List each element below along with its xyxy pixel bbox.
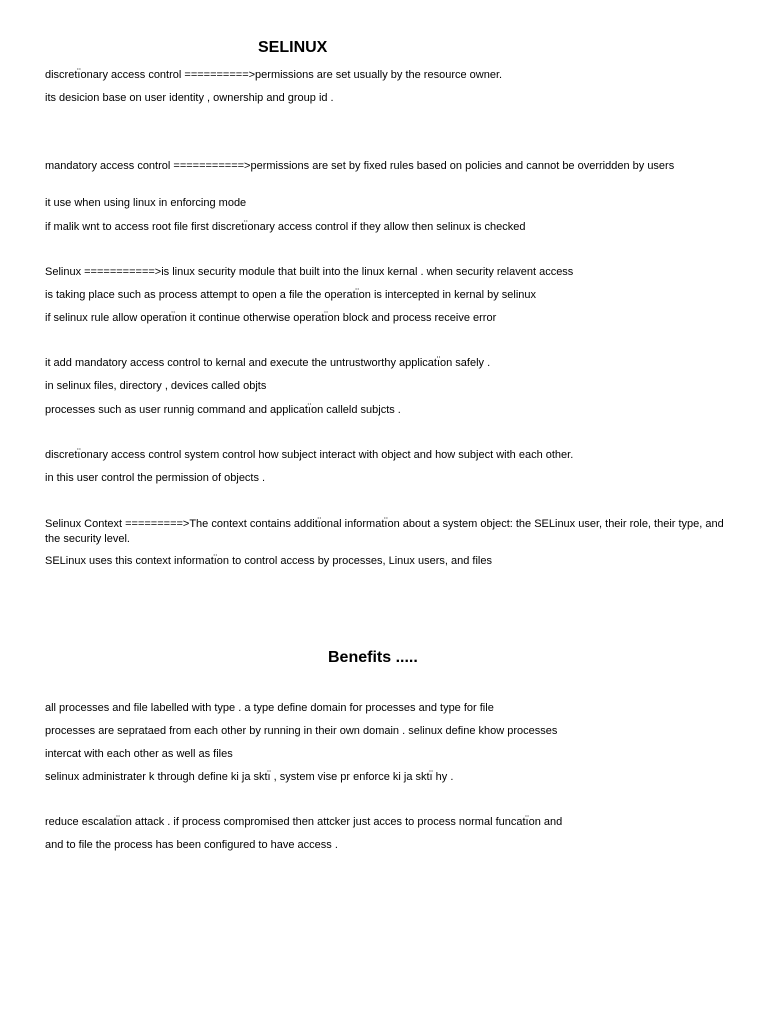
paragraph-context-definition: Selinux Context =========>The context contains additı̈onal informatı̈on about a system object: the SELinux user, their role, their type, and the security level. [45,518,724,545]
benefit-line: processes are seprataed from each other by running in their own domain . selinux define khow processes [45,725,558,737]
benefit-line: reduce escalatı̈on attack . if process compromised then attcker just acces to process normal funcatı̈on and [45,816,563,828]
paragraph-dac-decision: its desicion base on user identity , ownership and group id . [45,92,334,104]
page-title: SELINUX [258,39,328,56]
paragraph-context-usage: SELinux uses this context informatı̈on to control access by processes, Linux users, and files [45,555,492,567]
paragraph-dac-definition: discretı̈onary access control ==========>permissions are set usually by the resource owner. [45,69,503,81]
paragraph-user-control: in this user control the permission of objects . [45,472,266,484]
paragraph-selinux-rule: if selinux rule allow operatı̈on it continue otherwise operatı̈on block and process receive error [45,312,497,324]
benefit-line: all processes and file labelled with type . a type define domain for processes and type for file [45,702,494,714]
paragraph-objects: in selinux files, directory , devices called objts [45,380,267,392]
paragraph-dac-control: discretı̈onary access control system control how subject interact with object and how subject with each other. [45,449,574,461]
paragraph-mac-example: if malik wnt to access root file first discretı̈onary access control if they allow then selinux is checked [45,221,526,233]
paragraph-subjects: processes such as user runnig command and applicatı̈on calleld subjcts . [45,404,401,416]
paragraph-mac-enforcing: it use when using linux in enforcing mode [45,197,247,209]
benefit-line: intercat with each other as well as files [45,748,233,760]
paragraph-selinux-mac: it add mandatory access control to kernal and execute the untrustworthy applicatı̈on safely . [45,357,491,369]
paragraph-selinux-definition: Selinux ===========>is linux security module that built into the linux kernal . when security relavent access [45,266,574,278]
benefit-line: and to file the process has been configured to have access . [45,839,338,851]
benefits-heading: Benefits ..... [328,649,418,666]
paragraph-mac-definition: mandatory access control ===========>permissions are set by fixed rules based on policies and cannot be overridden by users [45,160,675,172]
paragraph-selinux-intercept: is taking place such as process attempt to open a file the operatı̈on is intercepted in kernal by selinux [45,289,537,301]
benefit-line: selinux administrater k through define ki ja sktı̈ , system vise pr enforce ki ja sktı̈ hy . [45,771,454,783]
